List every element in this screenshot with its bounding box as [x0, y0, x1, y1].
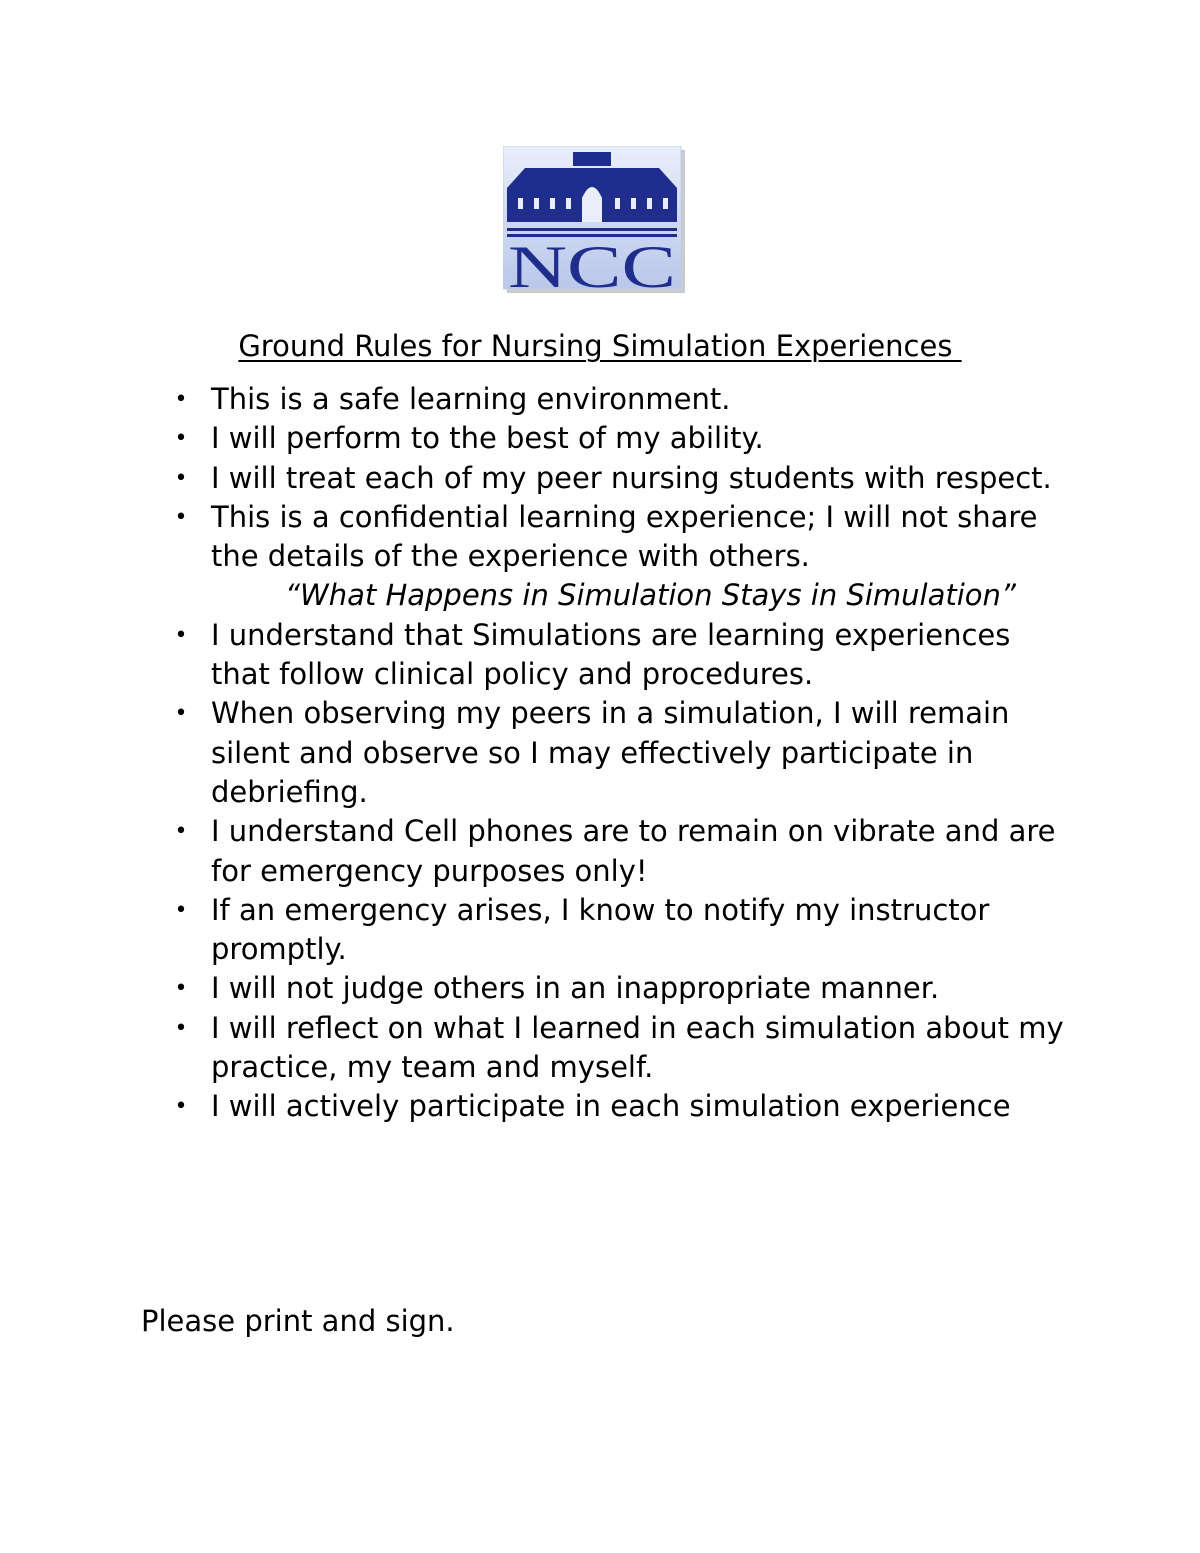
rule-item	[0, 616, 1071, 695]
rule-item	[0, 812, 1071, 891]
signoff-text: Please print and sign.	[141, 1304, 455, 1338]
rule-item	[0, 380, 1071, 419]
rule-item	[0, 969, 1071, 1008]
logo-wordmark: NCC	[508, 234, 676, 293]
bullet-icon: •	[174, 976, 188, 1002]
rule-text: This is a confidential learning experience; I will not share the details of the experience with others.	[211, 499, 1038, 574]
bullet-icon: •	[174, 622, 188, 648]
rule-item	[0, 1009, 1071, 1088]
bullet-icon: •	[174, 819, 188, 845]
ground-rules-list	[0, 380, 1200, 1127]
page-title: Ground Rules for Nursing Simulation Experiences	[238, 329, 962, 363]
bullet-icon: •	[174, 465, 188, 491]
rule-item	[0, 694, 1071, 812]
bullet-icon: •	[174, 1015, 188, 1041]
rule-item	[0, 498, 1071, 616]
rule-item	[0, 419, 1071, 458]
ncc-logo	[503, 146, 685, 293]
rule-text: I will perform to the best of my ability.	[211, 421, 764, 456]
rule-quote: “What Happens in Simulation Stays in Simulation”	[285, 578, 1016, 613]
rule-item	[0, 891, 1071, 970]
rule-text: I will treat each of my peer nursing students with respect.	[211, 460, 1052, 495]
rule-text: I will reflect on what I learned in each simulation about my practice, my team and myself.	[211, 1010, 1064, 1085]
bullet-icon: •	[174, 1094, 188, 1120]
ncc-logo-graphic	[503, 146, 685, 293]
bullet-icon: •	[174, 897, 188, 923]
rule-text: This is a safe learning environment.	[211, 382, 731, 416]
rule-text: I will not judge others in an inappropriate manner.	[211, 971, 940, 1006]
rule-text: When observing my peers in a simulation, I will remain silent and observe so I may effectively participate in debriefing.	[211, 696, 1010, 809]
bullet-icon: •	[174, 387, 188, 412]
rule-text: I understand that Simulations are learning experiences that follow clinical policy and procedures.	[211, 617, 1011, 692]
rule-item	[0, 1087, 1071, 1126]
bullet-icon: •	[174, 504, 188, 530]
rule-item	[0, 459, 1071, 498]
bullet-icon: •	[174, 701, 188, 727]
rule-text: I will actively participate in each simulation experience	[211, 1089, 1011, 1124]
rule-text: If an emergency arises, I know to notify my instructor promptly.	[211, 892, 990, 967]
rule-text: I understand Cell phones are to remain on vibrate and are for emergency purposes only!	[211, 814, 1056, 888]
bullet-icon: •	[174, 426, 188, 452]
